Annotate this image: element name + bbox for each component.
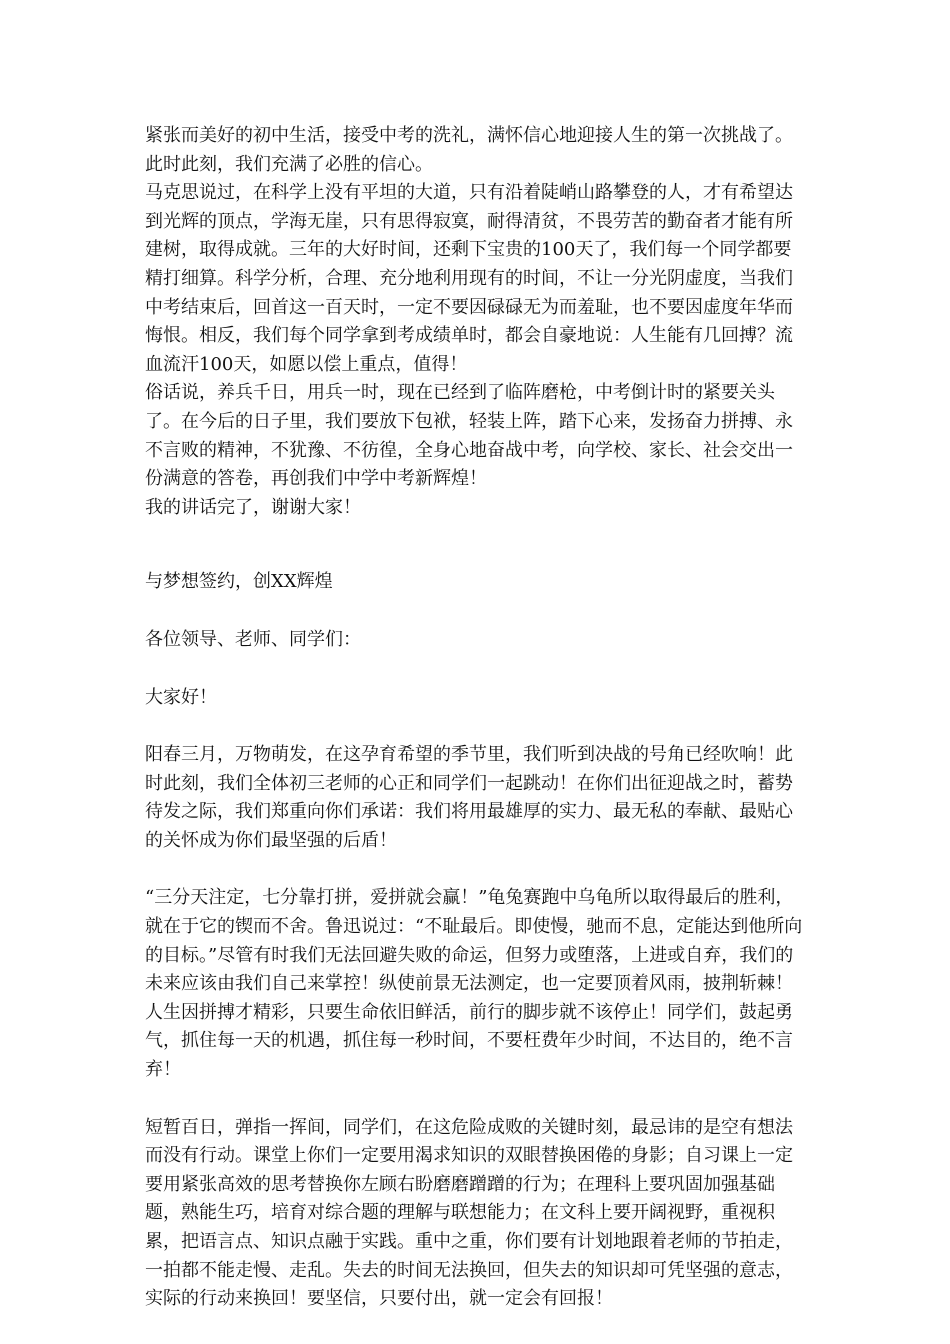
paragraph: 俗话说，养兵千日，用兵一时，现在已经到了临阵磨枪，中考倒计时的紧要关头了。在今后的日子里，我们要放下包袱，轻装上阵，踏下心来，发扬奋力拼搏、永不言败的精神，不犹豫、不彷徨，全身心地奋战中考，向学校、家长、社会交出一份满意的答卷，再创我们中学中考新辉煌！ [145,382,793,490]
speech-title: 与梦想签约，创XX辉煌 [145,571,333,593]
salutation: 各位领导、老师、同学们： [145,628,361,650]
second-speech-section [145,568,805,1313]
paragraph: “三分天注定，七分靠打拼，爱拼就会赢！”龟兔赛跑中乌龟所以取得最后的胜利，就在于它的锲而不舍。鲁迅说过：“不耻最后。即使慢，驰而不息，定能达到他所向的目标。”尽管有时我们无法回避失败的命运，但努力或堕落，上进或自弃，我们的未来应该由我们自己来掌控！纵使前景无法测定，也一定要顶着风雨，披荆斩棘！人生因拼搏才精彩，只要生命依旧鲜活，前行的脚步就不该停止！同学们，鼓起勇气，抓住每一天的机遇，抓住每一秒时间，不要枉费年少时间，不达目的，绝不言弃！ [145,887,803,1081]
greeting: 大家好！ [145,686,217,708]
closing-line: 我的讲话完了，谢谢大家！ [145,496,361,518]
paragraph: 短暂百日，弹指一挥间，同学们，在这危险成败的关键时刻，最忌讳的是空有想法而没有行动。课堂上你们一定要用渴求知识的双眼替换困倦的身影；自习课上一定要用紧张高效的思考替换你左顾右盼磨磨蹭蹭的行为；在理科上要巩固加强基础题，熟能生巧，培育对综合题的理解与联想能力；在文科上要开阔视野，重视积累，把语言点、知识点融于实践。重中之重，你们要有计划地跟着老师的节拍走，一拍都不能走慢、走乱。失去的时间无法换回，但失去的知识却可凭坚强的意志，实际的行动来换回！要坚信，只要付出，就一定会有回报！ [145,1116,793,1310]
section-gap [145,522,805,568]
paragraph: 阳春三月，万物萌发，在这孕育希望的季节里，我们听到决战的号角已经吹响！此时此刻，我们全体初三老师的心正和同学们一起跳动！在你们出征迎战之时，蓄势待发之际，我们郑重向你们承诺：我们将用最雄厚的实力、最无私的奉献、最贴心的关怀成为你们最坚强的后盾！ [145,744,793,851]
paragraph: 紧张而美好的初中生活，接受中考的洗礼，满怀信心地迎接人生的第一次挑战了。 [145,125,793,146]
paragraph: 马克思说过，在科学上没有平坦的大道，只有沿着陡峭山路攀登的人，才有希望达到光辉的顶点，学海无崖，只有思得寂寞，耐得清贫，不畏劳苦的勤奋者才能有所建树，取得成就。三年的大好时间，还剩下宝贵的100天了，我们每一个同学都要精打细算。科学分析，合理、充分地利用现有的时间，不让一分光阴虚度，当我们中考结束后，回首这一百天时，一定不要因碌碌无为而羞耻，也不要因虚度年华而悔恨。相反，我们每个同学拿到考成绩单时，都会自豪地说：人生能有几回搏？流血流汗100天，如愿以偿上重点，值得！ [145,182,793,375]
document-page [145,122,805,1343]
paragraph: 此时此刻，我们充满了必胜的信心。 [145,153,433,175]
speech-ending-section [145,122,805,522]
